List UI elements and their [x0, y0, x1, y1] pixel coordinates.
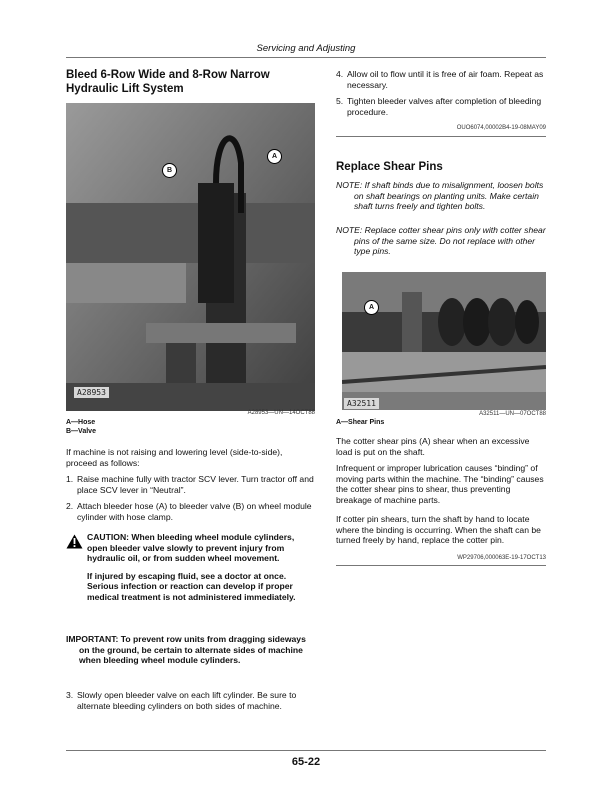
- important-content: IMPORTANT: To prevent row units from dragging sideways on the ground, be certain to alternate sides of machine when bleeding wheel module cylinders.: [66, 634, 306, 666]
- photo-reference: A32511—UN—07OCT88: [479, 411, 546, 417]
- caution-text-2: If injured by escaping fluid, see a doctor at once. Serious infection or reaction can develop if proper medical treatment is not administered immediately.: [87, 570, 296, 602]
- step-text: Tighten bleeder valves after completion of bleeding procedure.: [347, 96, 542, 117]
- step-number: 1.: [66, 474, 74, 484]
- photo-legend: [336, 419, 384, 428]
- paragraph-1: The cotter shear pins (A) shear when an excessive load is put on the shaft.: [336, 436, 530, 457]
- note-2: [336, 225, 546, 257]
- caution-block: [66, 532, 314, 603]
- photo-illustration: [342, 272, 546, 410]
- note-1: [336, 180, 546, 212]
- running-header: Servicing and Adjusting: [256, 43, 356, 54]
- reference-code-2: WP29706,000063E-19-17OCT13: [457, 555, 546, 561]
- hydraulic-cylinder-photo: [66, 103, 315, 411]
- intro-text: If machine is not raising and lowering level (side-to-side), proceed as follows:: [66, 447, 283, 468]
- section-title-shear: [336, 160, 546, 174]
- section-heading: Bleed 6-Row Wide and 8-Row Narrow Hydraulic Lift System: [66, 69, 270, 95]
- page-number: 65-22: [291, 756, 321, 768]
- caution-text: CAUTION: When bleeding wheel module cylinders, open bleeder valve slowly to prevent injury from hydraulic oil, or from sudden wheel movement.: [87, 532, 295, 564]
- step-3: [66, 690, 314, 711]
- step-number: 3.: [66, 690, 74, 700]
- step-number: 5.: [336, 96, 344, 106]
- step-text: Raise machine fully with tractor SCV lever. Turn tractor off and place SCV lever in “Neutral”.: [77, 474, 314, 495]
- callout-a: A: [364, 300, 379, 315]
- legend-item-shear-pins: A—Shear Pins: [336, 419, 385, 426]
- note-text: NOTE: If shaft binds due to misalignment, loosen bolts on shaft bearings on planting units. Make certain shaft turns freely and tighten bolts.: [336, 180, 544, 212]
- step-1: [66, 474, 314, 495]
- paragraph-3: If cotter pin shears, turn the shaft by hand to locate where the binding is occurring. When the shaft can be turned freely by hand, replace the cotter pin.: [336, 514, 541, 546]
- callout-a: A: [267, 149, 282, 164]
- section-title-bleed: [66, 68, 314, 96]
- important-text: [66, 634, 314, 666]
- header-rule: [66, 57, 546, 58]
- legend-item-hose: A—Hose: [66, 419, 96, 426]
- reference-code-1: OUO6074,00002B4-19-08MAY09: [456, 125, 546, 131]
- callout-b: B: [162, 163, 177, 178]
- photo-stamp: A28953: [74, 387, 109, 398]
- shear-pin-photo: [342, 272, 546, 410]
- step-5: [336, 96, 546, 117]
- photo-legend: [66, 419, 96, 436]
- warning-triangle-icon: [66, 534, 83, 549]
- paragraph-2: Infrequent or improper lubrication causes “binding” of moving parts within the machine. The “binding” causes the cotter shear pins to shear, thus preventing breakage of machine parts.: [336, 463, 544, 505]
- step-number: 2.: [66, 501, 74, 511]
- divider-rule: [336, 565, 546, 566]
- footer-rule: [66, 750, 546, 751]
- step-text: Attach bleeder hose (A) to bleeder valve (B) on wheel module cylinder with hose clamp.: [77, 501, 312, 522]
- step-text: Allow oil to flow until it is free of air foam. Repeat as necessary.: [347, 69, 544, 90]
- step-4: [336, 69, 546, 90]
- section-heading: Replace Shear Pins: [336, 161, 443, 173]
- divider-rule: [336, 136, 546, 137]
- step-number: 4.: [336, 69, 344, 79]
- photo-stamp: A32511: [344, 398, 379, 409]
- step-text: Slowly open bleeder valve on each lift cylinder. Be sure to alternate bleeding cylinders on both sides of machine.: [77, 690, 297, 711]
- note-text: NOTE: Replace cotter shear pins only with cotter shear pins of the same size. Do not replace with other type pins.: [336, 225, 546, 257]
- legend-item-valve: B—Valve: [66, 427, 96, 435]
- photo-reference: A28953—UN—14OCT88: [247, 410, 315, 416]
- step-2: [66, 501, 314, 522]
